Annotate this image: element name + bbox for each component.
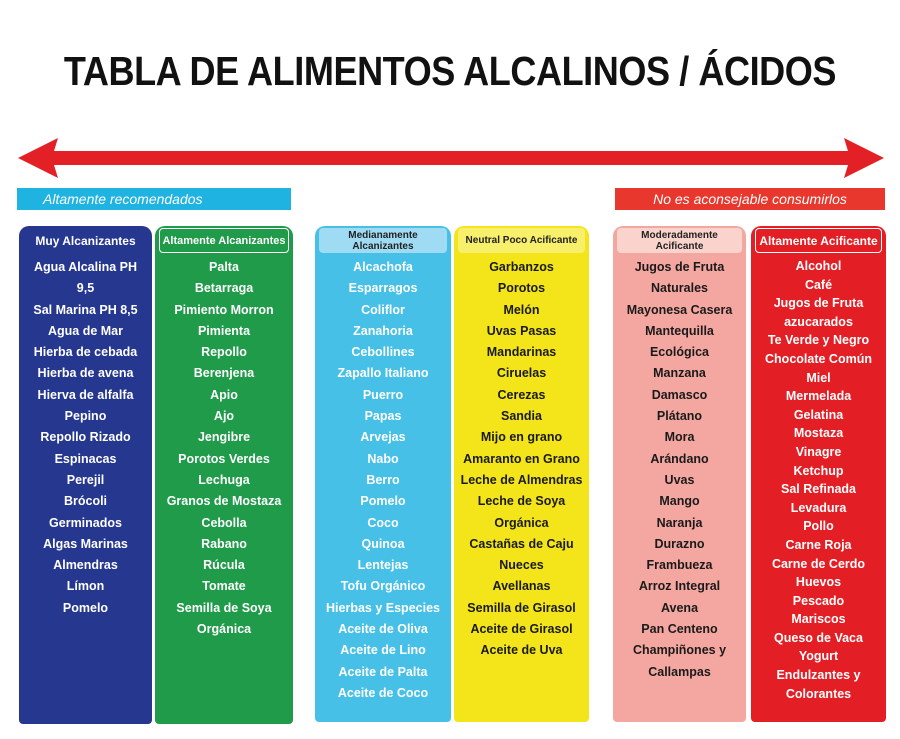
list-item: Puerro <box>362 387 404 402</box>
list-item: Amaranto en Grano <box>463 451 580 466</box>
list-item: Huevos <box>795 575 842 590</box>
list-item: Pescado <box>792 593 845 608</box>
list-item: Jugos de Fruta <box>634 260 725 274</box>
food-list <box>454 257 589 662</box>
list-item: Lechuga <box>198 472 250 487</box>
list-item: Durazno <box>654 536 705 551</box>
list-item: Mijo en grano <box>480 430 563 445</box>
list-item: Sal Refinada <box>780 482 857 497</box>
list-item: Pimiento Morron <box>174 302 274 317</box>
list-item: Ajo <box>213 409 235 424</box>
list-item: 9,5 <box>76 281 95 296</box>
list-item: Quinoa <box>361 536 405 551</box>
list-item: Avellanas <box>492 579 551 594</box>
list-item: Rabano <box>201 536 247 551</box>
list-item: Castañas de Caju <box>469 536 574 551</box>
list-item: Agua de Mar <box>47 323 123 338</box>
list-item: Arándano <box>650 451 709 466</box>
list-item: Perejil <box>66 472 105 487</box>
list-item: Plátano <box>656 409 703 424</box>
list-item: Mandarinas <box>486 345 557 360</box>
list-item: Porotos <box>497 281 546 296</box>
list-item: Alcohol <box>795 259 842 273</box>
list-item: Ciruelas <box>496 366 547 381</box>
column-moderadamente-acificante <box>613 226 746 722</box>
list-item: Aceite de Coco <box>337 685 429 700</box>
list-item: Te Verde y Negro <box>767 333 870 348</box>
list-item: Champiñones y <box>632 643 727 658</box>
list-item: Endulzantes y <box>776 668 861 683</box>
list-item: Zapallo Italiano <box>337 366 429 381</box>
list-item: Aceite de Girasol <box>470 622 573 637</box>
list-item: Garbanzos <box>489 260 554 274</box>
food-list <box>19 257 152 619</box>
list-item: Berenjena <box>193 366 255 381</box>
list-item: Sal Marina PH 8,5 <box>33 302 138 317</box>
list-item: Orgánica <box>196 622 252 637</box>
list-item: Apio <box>210 387 238 402</box>
list-item: Repollo Rizado <box>40 430 131 445</box>
list-item: Ketchup <box>793 463 844 478</box>
list-item: Hierva de alfalfa <box>37 387 134 402</box>
list-item: Cerezas <box>497 387 546 402</box>
list-item: Naranja <box>656 515 703 530</box>
list-item: Café <box>804 277 833 292</box>
list-item: Repollo <box>201 345 247 360</box>
list-item: Papas <box>364 409 402 424</box>
list-item: Semilla de Soya <box>176 600 272 615</box>
list-item: Cebollines <box>351 345 415 360</box>
list-item: Callampas <box>648 664 711 679</box>
list-item: azucarados <box>784 314 853 329</box>
column-altamente-alcalinizantes <box>155 226 293 724</box>
column-header: Moderadamente Acificante <box>617 228 742 253</box>
list-item: Hierba de avena <box>37 366 134 381</box>
list-item: Zanahoria <box>353 323 413 338</box>
list-item: Nueces <box>499 558 544 573</box>
food-list <box>751 257 886 703</box>
list-item: Hierbas y Especies <box>326 600 440 615</box>
list-item: Queso de Vaca <box>774 630 863 645</box>
page-title: TABLA DE ALIMENTOS ALCALINOS / ÁCIDOS <box>63 48 837 94</box>
banner-highly-recommended: Altamente recomendados <box>17 188 291 210</box>
list-item: Rúcula <box>203 558 245 573</box>
list-item: Aceite de Oliva <box>338 622 428 637</box>
list-item: Miel <box>806 370 831 385</box>
list-item: Jengibre <box>197 430 251 445</box>
list-item: Jugos de Fruta <box>773 296 864 311</box>
banner-not-advisable: No es aconsejable consumirlos <box>615 188 885 210</box>
list-item: Melón <box>503 302 540 317</box>
list-item: Arvejas <box>360 430 406 445</box>
list-item: Tofu Orgánico <box>340 579 426 594</box>
list-item: Mayonesa Casera <box>626 302 733 317</box>
food-list <box>155 257 293 640</box>
list-item: Manzana <box>653 366 706 381</box>
list-item: Levadura <box>790 500 847 515</box>
list-item: Gelatina <box>793 407 844 422</box>
list-item: Sandia <box>501 409 542 424</box>
list-item: Ecológica <box>649 345 710 360</box>
list-item: Mariscos <box>791 612 846 627</box>
list-item: Mostaza <box>793 426 844 441</box>
list-item: Coco <box>367 515 399 530</box>
list-item: Aceite de Lino <box>340 643 426 658</box>
column-header: Medianamente Alcanizantes <box>319 228 447 253</box>
list-item: Lentejas <box>357 558 409 573</box>
list-item: Mantequilla <box>645 323 714 338</box>
list-item: Carne de Cerdo <box>771 556 866 571</box>
list-item: Límon <box>66 579 105 594</box>
double-arrow-icon <box>18 138 884 178</box>
column-neutral <box>454 226 589 722</box>
list-item: Semilla de Girasol <box>467 600 576 615</box>
list-item: Almendras <box>53 558 118 573</box>
list-item: Hierba de cebada <box>33 345 138 360</box>
column-muy-alcalinizantes <box>19 226 152 724</box>
list-item: Alcachofa <box>353 260 413 274</box>
list-item: Mora <box>664 430 695 445</box>
list-item: Aceite de Uva <box>480 643 563 658</box>
list-item: Pan Centeno <box>641 622 718 637</box>
list-item: Naturales <box>651 281 708 296</box>
list-item: Leche de Soya <box>477 494 566 509</box>
column-header: Altamente Alcanizantes <box>159 228 289 253</box>
list-item: Palta <box>209 260 239 274</box>
column-medianamente-alcalinizantes <box>315 226 451 722</box>
list-item: Pimienta <box>197 323 251 338</box>
list-item: Esparragos <box>348 281 418 296</box>
list-item: Pepino <box>64 409 107 424</box>
list-item: Granos de Mostaza <box>166 494 282 509</box>
list-item: Uvas <box>664 472 695 487</box>
list-item: Chocolate Común <box>765 351 872 366</box>
list-item: Berro <box>366 472 400 487</box>
list-item: Cebolla <box>201 515 247 530</box>
list-item: Nabo <box>367 451 399 466</box>
list-item: Algas Marinas <box>43 536 128 551</box>
list-item: Porotos Verdes <box>178 451 270 466</box>
list-item: Yogurt <box>798 649 839 664</box>
list-item: Pomelo <box>360 494 406 509</box>
list-item: Coliflor <box>361 302 405 317</box>
list-item: Damasco <box>651 387 708 402</box>
list-item: Brócoli <box>63 494 108 509</box>
list-item: Colorantes <box>785 686 852 701</box>
list-item: Agua Alcalina PH <box>33 260 138 274</box>
list-item: Tomate <box>202 579 246 594</box>
list-item: Espinacas <box>54 451 117 466</box>
list-item: Pomelo <box>62 600 109 615</box>
list-item: Pollo <box>803 519 834 534</box>
list-item: Betarraga <box>194 281 254 296</box>
column-header: Neutral Poco Acificante <box>458 228 585 253</box>
list-item: Leche de Almendras <box>460 472 583 487</box>
list-item: Avena <box>660 600 699 615</box>
list-item: Aceite de Palta <box>338 664 428 679</box>
column-header: Altamente Acificante <box>755 228 882 253</box>
list-item: Arroz Integral <box>638 579 721 594</box>
list-item: Carne Roja <box>785 537 852 552</box>
list-item: Germinados <box>49 515 122 530</box>
list-item: Uvas Pasas <box>486 323 557 338</box>
food-list <box>315 257 451 704</box>
food-list <box>613 257 746 683</box>
column-header: Muy Alcanizantes <box>23 228 148 253</box>
column-altamente-acificante <box>751 226 886 722</box>
list-item: Orgánica <box>494 515 549 530</box>
list-item: Vinagre <box>795 444 842 459</box>
list-item: Frambueza <box>646 558 713 573</box>
list-item: Mango <box>659 494 700 509</box>
list-item: Mermelada <box>785 389 852 404</box>
